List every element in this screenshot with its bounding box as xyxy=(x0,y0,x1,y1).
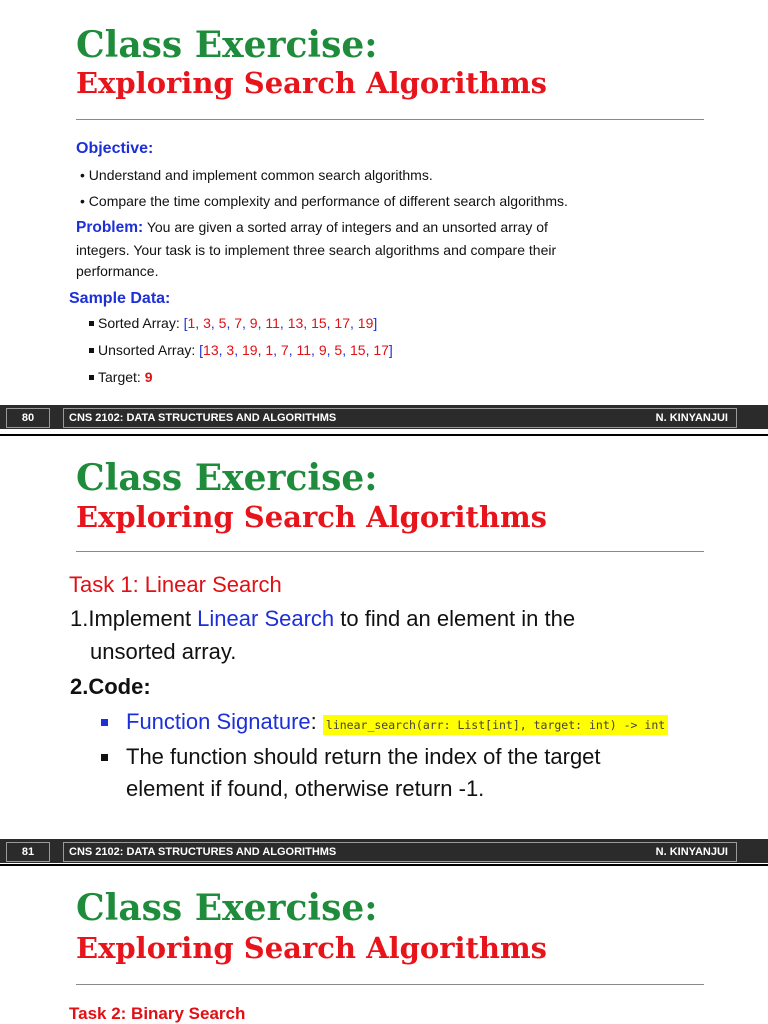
slide-title: Class Exercise: xyxy=(76,24,378,66)
array-value: 13 xyxy=(203,342,219,358)
array-value: 19 xyxy=(241,342,258,358)
unsorted-array-label: Unsorted Array: xyxy=(98,342,200,358)
sorted-array-row: Sorted Array: [1, 3, 5, 7, 9, 11, 13, 15, 17, 19] xyxy=(98,315,378,331)
objective-item: • Compare the time complexity and performance of different search algorithms. xyxy=(80,193,568,209)
objective-item: • Understand and implement common search algorithms. xyxy=(80,167,433,183)
author-name: N. KINYANJUI xyxy=(655,412,728,424)
step-1-prefix: 1.Implement xyxy=(70,606,198,631)
bullet-square-icon xyxy=(89,375,94,380)
signature-colon: : xyxy=(310,709,323,734)
slide-subtitle: Exploring Search Algorithms xyxy=(76,931,548,965)
array-value: 5 xyxy=(218,315,227,331)
course-name: CNS 2102: DATA STRUCTURES AND ALGORITHMS xyxy=(69,846,337,858)
array-value: 7 xyxy=(280,342,289,358)
array-value: 7 xyxy=(234,315,243,331)
slide-title: Class Exercise: xyxy=(76,457,378,499)
slide-number: 81 xyxy=(6,842,50,862)
array-value: 3 xyxy=(226,342,235,358)
objective-label: Objective: xyxy=(76,140,154,157)
title-divider xyxy=(76,551,704,552)
array-value: 5 xyxy=(334,342,343,358)
slide-80 xyxy=(0,0,768,436)
array-value: 1 xyxy=(187,315,196,331)
slide-title: Class Exercise: xyxy=(76,887,378,929)
return-line: The function should return the index of the target xyxy=(126,744,601,769)
signature-label: Function Signature xyxy=(126,709,311,734)
problem-line xyxy=(76,219,548,237)
return-line: element if found, otherwise return -1. xyxy=(126,776,485,801)
array-value: 13 xyxy=(287,315,304,331)
problem-label: Problem: xyxy=(76,219,144,236)
slide-82 xyxy=(0,866,768,1024)
array-value: 9 xyxy=(249,315,258,331)
array-value: 11 xyxy=(265,315,280,331)
array-value: 15 xyxy=(349,342,366,358)
sorted-array-label: Sorted Array: xyxy=(98,315,184,331)
problem-text: performance. xyxy=(76,263,159,279)
slide-subtitle: Exploring Search Algorithms xyxy=(76,500,548,534)
signature-row xyxy=(126,709,668,735)
author-name: N. KINYANJUI xyxy=(655,846,728,858)
step-1-suffix: to find an element in the xyxy=(334,606,576,631)
title-divider xyxy=(76,984,704,985)
array-value: 9 xyxy=(318,342,327,358)
array-value: 15 xyxy=(311,315,327,331)
bullet-square-icon xyxy=(89,321,94,326)
slide-subtitle: Exploring Search Algorithms xyxy=(76,66,548,100)
course-name: CNS 2102: DATA STRUCTURES AND ALGORITHMS xyxy=(69,412,337,424)
target-label: Target: xyxy=(98,369,145,385)
step-1-line2: unsorted array. xyxy=(90,639,237,664)
slide-footer xyxy=(0,839,768,863)
target-row xyxy=(98,369,153,385)
problem-text: integers. Your task is to implement three search algorithms and compare their xyxy=(76,242,557,258)
footer-bar xyxy=(63,842,737,862)
slide-number: 80 xyxy=(6,408,50,428)
array-value: 19 xyxy=(357,315,374,331)
step-2: 2.Code: xyxy=(70,674,151,699)
title-divider xyxy=(76,119,704,120)
bullet-square-icon xyxy=(101,719,108,726)
task-heading: Task 2: Binary Search xyxy=(69,1004,246,1023)
slide-81 xyxy=(0,436,768,866)
sample-data-label: Sample Data: xyxy=(69,290,171,307)
step-1 xyxy=(70,606,575,632)
array-value: 17 xyxy=(334,315,350,331)
function-signature-code: linear_search(arr: List[int], target: int) -> int xyxy=(323,715,668,735)
bullet-square-icon xyxy=(101,754,108,761)
array-value: 17 xyxy=(373,342,389,358)
slide-footer xyxy=(0,405,768,429)
footer-bar xyxy=(63,408,737,428)
step-1-highlight: Linear Search xyxy=(197,606,335,631)
array-value: 11 xyxy=(296,342,312,358)
bullet-square-icon xyxy=(89,348,94,353)
unsorted-array-row: Unsorted Array: [13, 3, 19, 1, 7, 11, 9, 5, 15, 17] xyxy=(98,342,393,358)
task-heading: Task 1: Linear Search xyxy=(69,572,282,597)
target-value: 9 xyxy=(144,369,153,385)
array-value: 3 xyxy=(203,315,211,331)
array-value: 1 xyxy=(265,342,274,358)
problem-text: You are given a sorted array of integers and an unsorted array of xyxy=(143,219,548,235)
